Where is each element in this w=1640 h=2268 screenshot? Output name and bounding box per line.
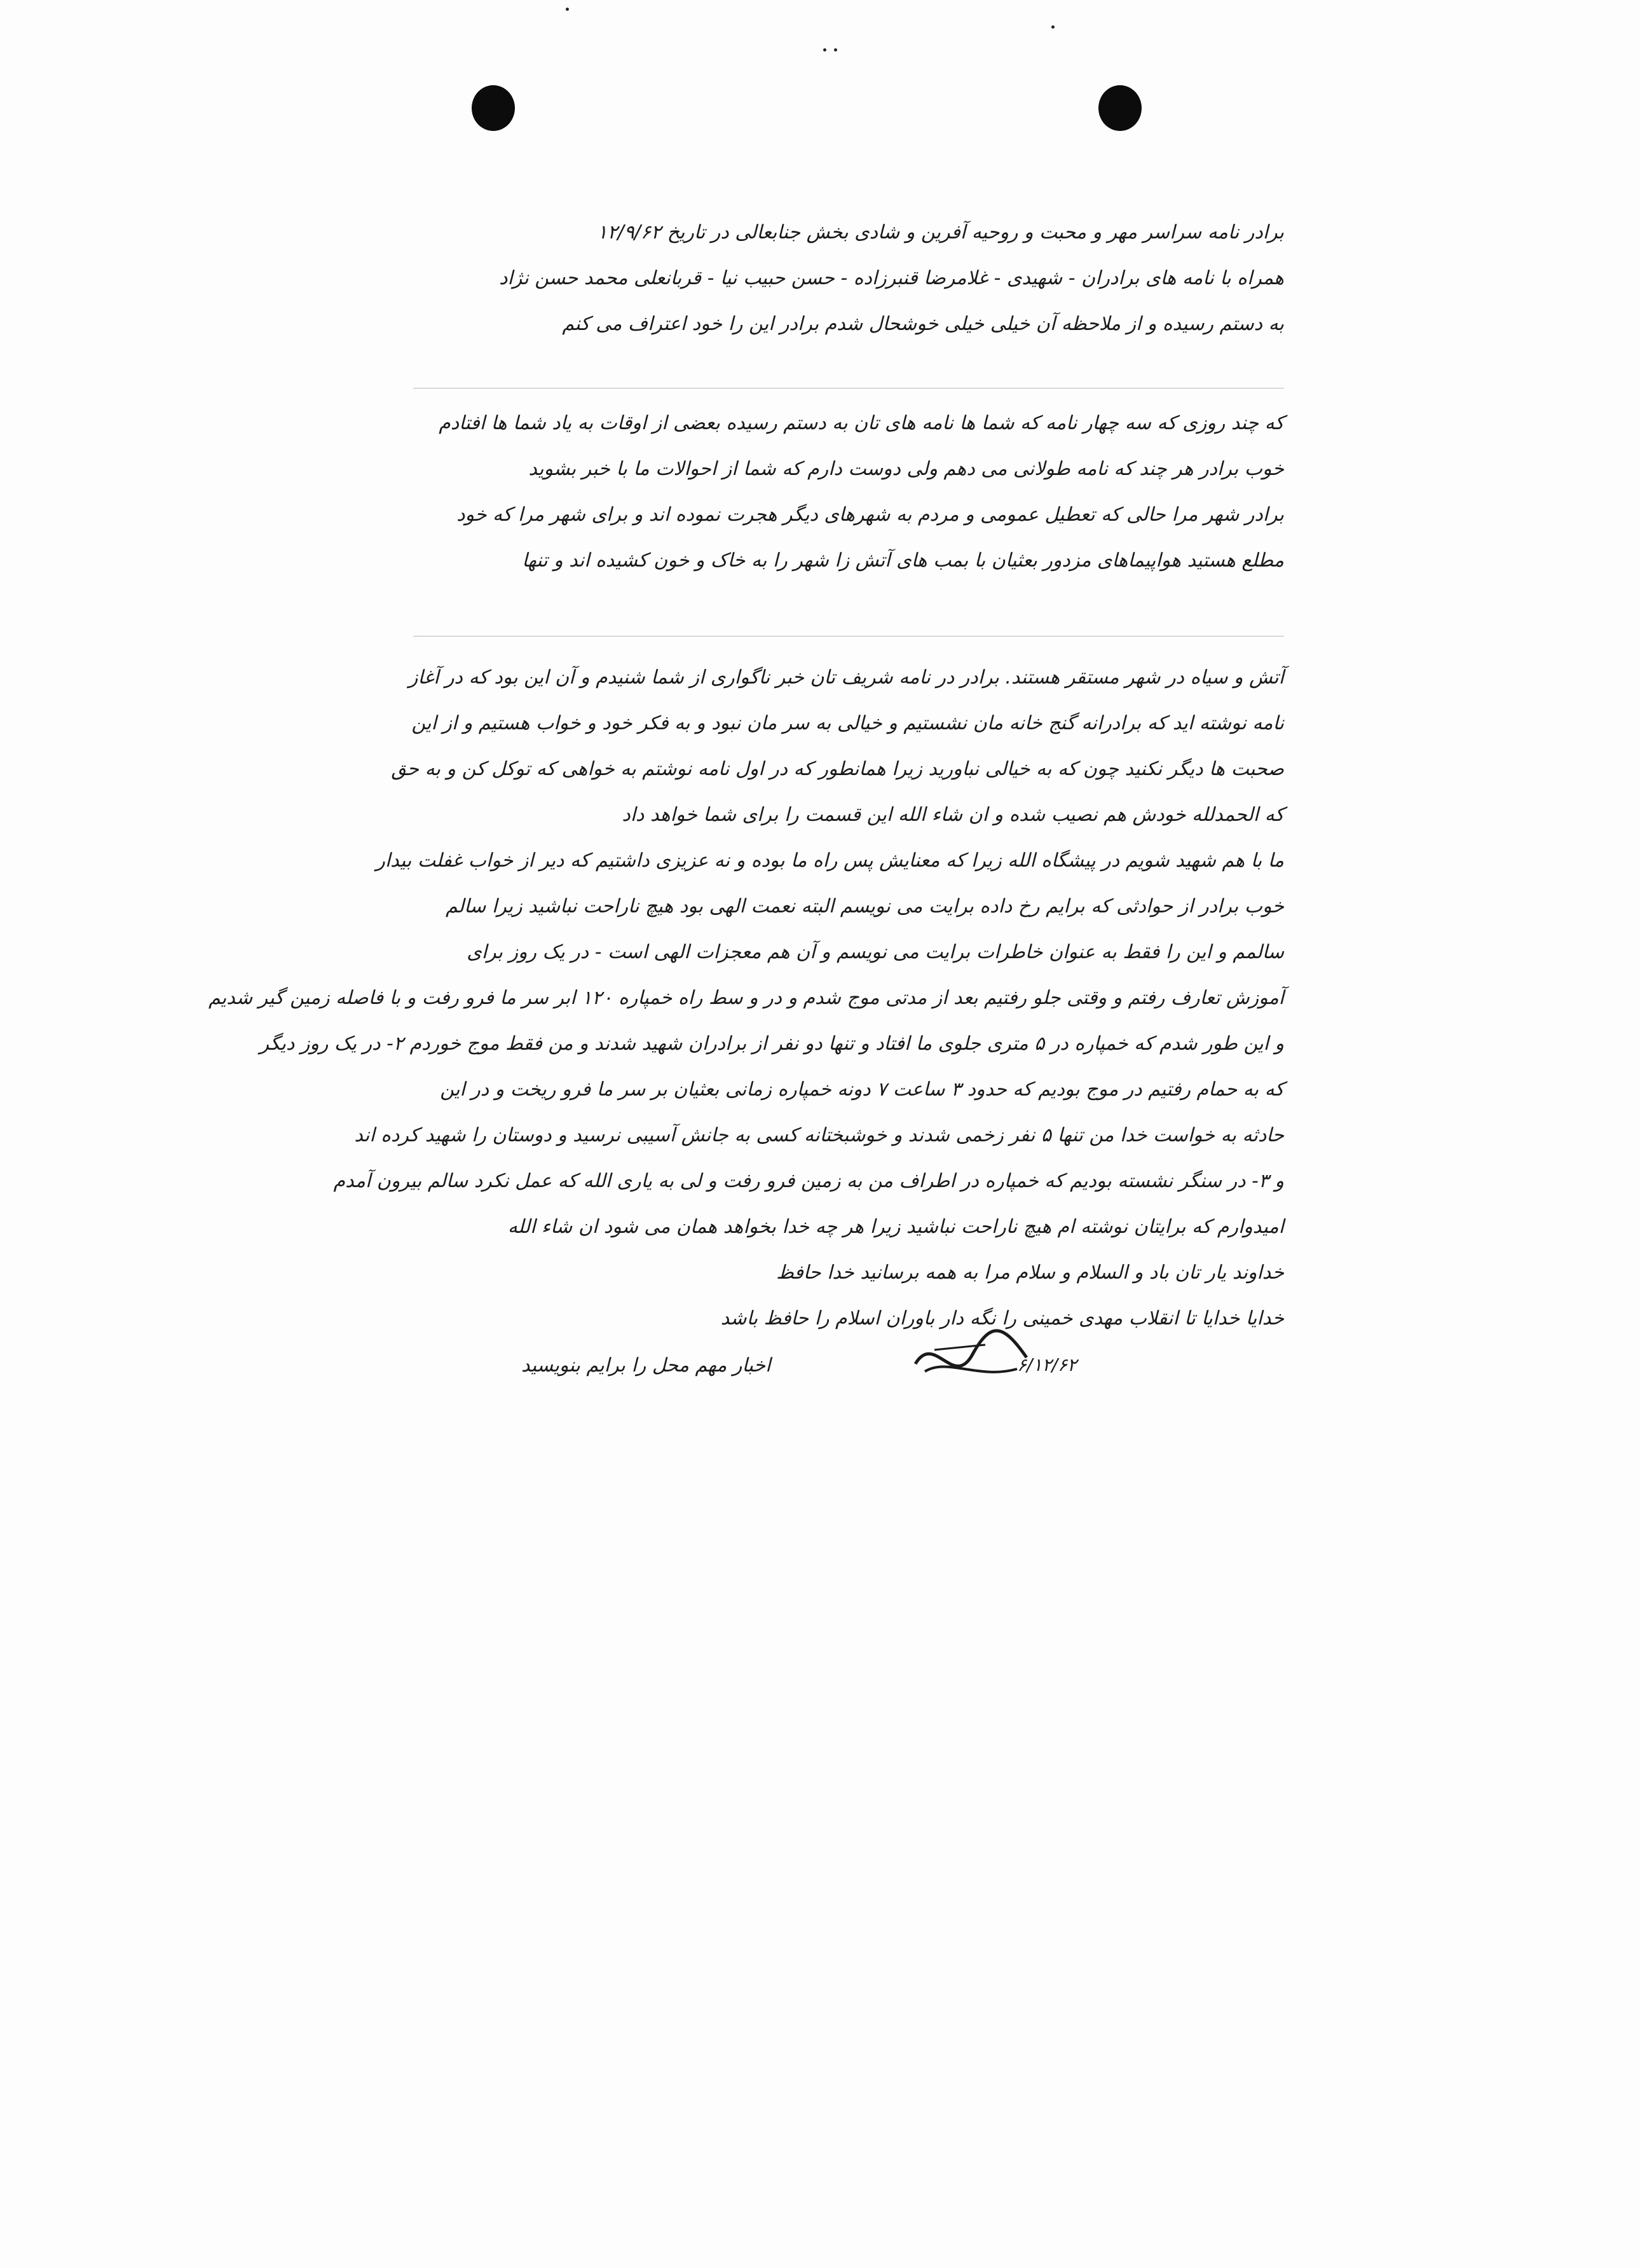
- letter-date: ۶/۱۲/۶۲: [1017, 1354, 1077, 1375]
- letter-line: خداوند یار تان باد و السلام و سلام مرا به همه برسانید خدا حافظ: [776, 1261, 1284, 1284]
- letter-line: آموزش تعارف رفتم و وقتی جلو رفتیم بعد از مدتی موج شدم و در و سط راه خمپاره ۱۲۰ ابر سر ما فرو رفت و با فاصله زمین گیر شدیم: [208, 987, 1284, 1009]
- letter-paragraph-greeting: [420, 210, 1284, 347]
- scan-speck: [823, 48, 826, 52]
- letter-line: سالمم و این را فقط به عنوان خاطرات برایت می نویسم و آن هم معجزات الهی است - در یک روز برای: [467, 941, 1284, 963]
- punch-hole-left: [472, 85, 515, 131]
- scan-speck: [566, 8, 569, 11]
- signature-scribble: [909, 1319, 1036, 1389]
- letter-line: حادثه به خواست خدا من تنها ۵ نفر زخمی شدند و خوشبختانه کسی به جانش آسیبی نرسید و دوستان را شهید کرده اند: [354, 1124, 1284, 1146]
- letter-line: به دستم رسیده و از ملاحظه آن خیلی خیلی خوشحال شدم برادر این را خود اعتراف می کنم: [562, 313, 1284, 335]
- letter-line: خوب برادر از حوادثی که برایم رخ داده برایت می نویسم البته نعمت الهی بود هیچ ناراحت نباشید زیرا سالم: [445, 895, 1284, 918]
- letter-line: و این طور شدم که خمپاره در ۵ متری جلوی ما افتاد و تنها دو نفر از برادران شهید شدند و من فقط موج خوردم ۲- در یک روز دیگر: [259, 1033, 1284, 1055]
- letter-paragraph-events: [208, 655, 1284, 1342]
- letter-line: و ۳- در سنگر نشسته بودیم که خمپاره در اطراف من به زمین فرو رفت و لی به یاری الله که عمل نکرد سالم بیرون آمدم: [333, 1170, 1284, 1192]
- letter-line: امیدوارم که برایتان نوشته ام هیچ ناراحت نباشید زیرا هر چه خدا بخواهد همان می شود ان شاء الله: [507, 1216, 1284, 1238]
- scan-speck: [1051, 25, 1055, 29]
- letter-line: خدایا خدایا تا انقلاب مهدی خمینی را نگه دار باوران اسلام را حافظ باشد: [720, 1307, 1284, 1330]
- letter-paragraph-city: [420, 401, 1284, 584]
- letter-line: برادر نامه سراسر مهر و محبت و روحیه آفرین و شادی بخش جنابعالی در تاریخ ۱۲/۹/۶۲: [597, 221, 1284, 244]
- letter-line: مطلع هستید هواپیماهای مزدور بعثیان با بمب های آتش زا شهر را به خاک و خون کشیده اند و تنها: [522, 549, 1284, 572]
- letter-line: نامه نوشته اید که برادرانه گنج خانه مان نشستیم و خیالی به سر مان نبود و به فکر خود و خواب هستیم و از این: [411, 712, 1284, 734]
- letter-line: همراه با نامه های برادران - شهیدی - غلامرضا قنبرزاده - حسن حبیب نیا - قربانعلی محمد حسن نژاد: [499, 267, 1284, 289]
- letter-line: که چند روزی که سه چهار نامه که شما ها نامه های تان به دستم رسیده بعضی از اوقات به یاد شما ها افتادم: [439, 412, 1284, 434]
- letter-line: ما با هم شهید شویم در پیشگاه الله زیرا که معنایش پس راه ما بوده و نه عزیزی داشتیم که دیر از خواب غفلت بیدار: [376, 849, 1284, 872]
- letter-line: خوب برادر هر چند که نامه طولانی می دهم ولی دوست دارم که شما از احوالات ما با خبر بشوید: [528, 458, 1284, 480]
- letter-line: برادر شهر مرا حالی که تعطیل عمومی و مردم به شهرهای دیگر هجرت نموده اند و برای شهر مرا که خود: [456, 504, 1284, 526]
- signoff-line: اخبار مهم محل را برایم بنویسید: [521, 1354, 771, 1377]
- letter-line: صحبت ها دیگر نکنید چون که به خیالی نباورید زیرا همانطور که در اول نامه نوشتم به خواهی که توکل کن و به حق: [391, 758, 1284, 780]
- letter-line: آتش و سیاه در شهر مستقر هستند. برادر در نامه شریف تان خبر ناگواری از شما شنیدم و آن این بود که در آغاز: [408, 666, 1284, 689]
- letter-line: که به حمام رفتیم در موج بودیم که حدود ۳ ساعت ۷ دونه خمپاره زمانی بعثیان بر سر ما فرو ریخت و در این: [440, 1078, 1284, 1101]
- scan-speck: [834, 48, 837, 52]
- punch-hole-right: [1098, 85, 1142, 131]
- letter-line: که الحمدلله خودش هم نصیب شده و ان شاء الله این قسمت را برای شما خواهد داد: [622, 804, 1284, 826]
